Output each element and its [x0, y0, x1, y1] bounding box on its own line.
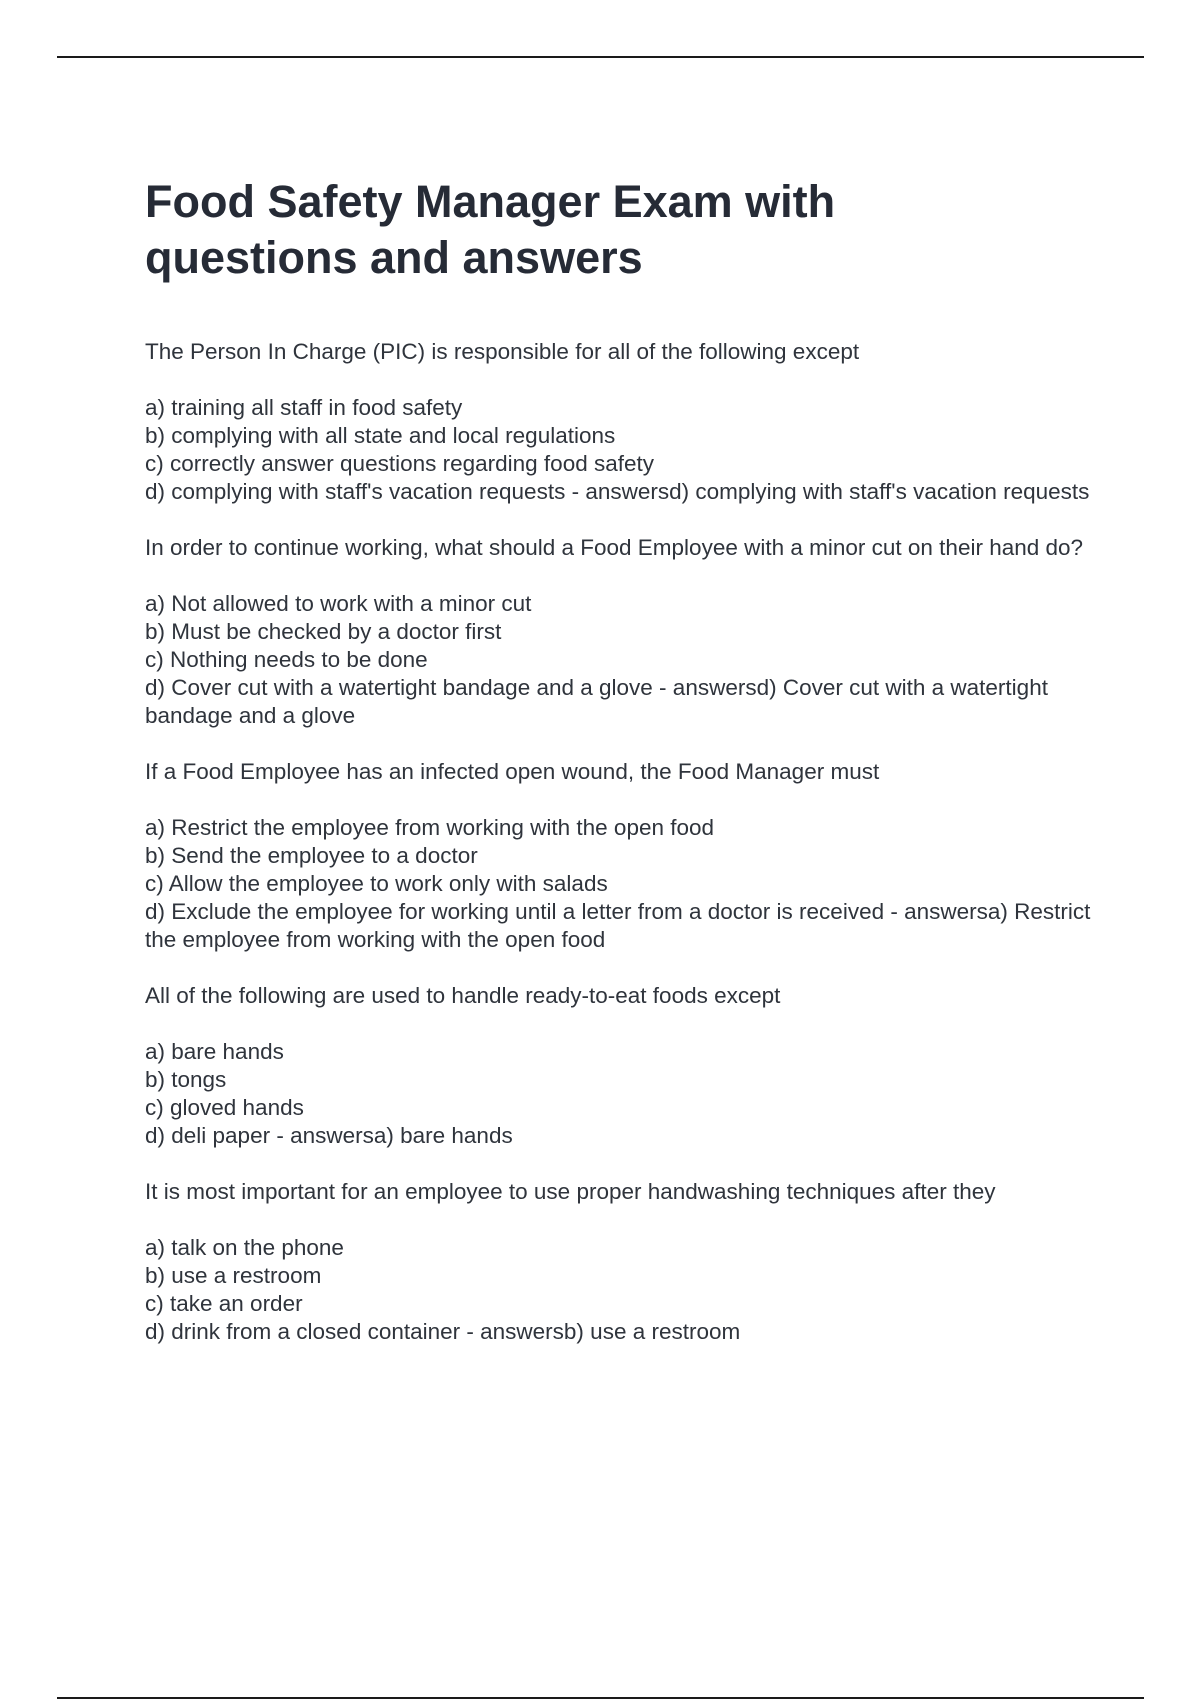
option-b: b) use a restroom [145, 1263, 322, 1288]
question-block [145, 982, 1095, 1150]
option-c: c) Allow the employee to work only with salads [145, 871, 608, 896]
question-block [145, 338, 1095, 506]
top-rule [57, 56, 1144, 58]
option-d-with-answer: d) Cover cut with a watertight bandage and a glove - answersd) Cover cut with a watertight bandage and a glove [145, 675, 1048, 728]
option-b: b) complying with all state and local regulations [145, 423, 616, 448]
option-b: b) tongs [145, 1067, 227, 1092]
question-prompt: All of the following are used to handle ready-to-eat foods except [145, 983, 781, 1008]
question-prompt: It is most important for an employee to use proper handwashing techniques after they [145, 1179, 996, 1204]
option-c: c) gloved hands [145, 1095, 304, 1120]
question-block [145, 534, 1095, 730]
option-a: a) bare hands [145, 1039, 284, 1064]
option-c: c) Nothing needs to be done [145, 647, 428, 672]
option-d-with-answer: d) deli paper - answersa) bare hands [145, 1123, 513, 1148]
option-a: a) Restrict the employee from working with the open food [145, 815, 715, 840]
question-block [145, 758, 1095, 954]
option-c: c) take an order [145, 1291, 303, 1316]
option-b: b) Must be checked by a doctor first [145, 619, 502, 644]
option-a: a) training all staff in food safety [145, 395, 463, 420]
option-d-with-answer: d) complying with staff's vacation requests - answersd) complying with staff's vacation requests [145, 479, 1090, 504]
option-b: b) Send the employee to a doctor [145, 843, 478, 868]
questions-list [145, 338, 1095, 1374]
option-c: c) correctly answer questions regarding food safety [145, 451, 654, 476]
option-d-with-answer: d) Exclude the employee for working until a letter from a doctor is received - answersa) Restrict the employee from working with the open food [145, 899, 1091, 952]
bottom-rule [57, 1697, 1144, 1699]
option-a: a) Not allowed to work with a minor cut [145, 591, 532, 616]
option-d-with-answer: d) drink from a closed container - answersb) use a restroom [145, 1319, 741, 1344]
question-prompt: If a Food Employee has an infected open wound, the Food Manager must [145, 759, 880, 784]
question-prompt: The Person In Charge (PIC) is responsible for all of the following except [145, 339, 860, 364]
question-block [145, 1178, 1095, 1346]
option-a: a) talk on the phone [145, 1235, 344, 1260]
question-prompt: In order to continue working, what should a Food Employee with a minor cut on their hand do? [145, 535, 1084, 560]
document-title: Food Safety Manager Exam with questions and answers [145, 176, 836, 283]
